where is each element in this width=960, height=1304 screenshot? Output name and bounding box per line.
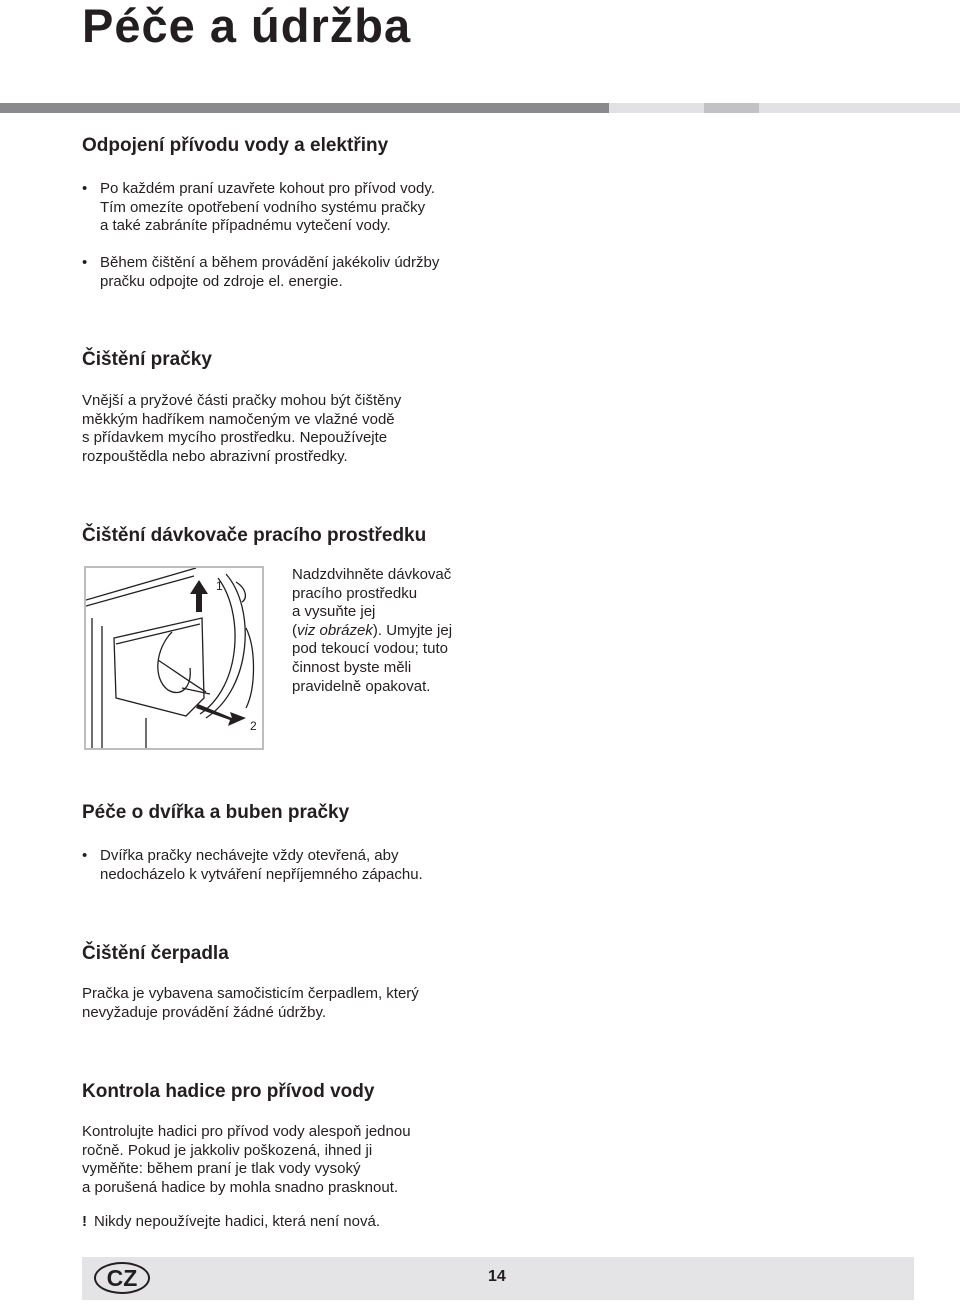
section-heading-disconnect: Odpojení přívodu vody a elektřiny [82,135,389,156]
bullet-line: nedocházelo k vytváření nepříjemného zápachu. [100,865,423,883]
section-heading-cleaning: Čištění pračky [82,349,212,370]
pump-paragraph [82,985,419,1022]
page-title: Péče a údržba [82,0,412,52]
header-rule-segment [704,103,759,113]
header-rule [0,103,609,113]
section-heading-door: Péče o dvířka a buben pračky [82,802,350,823]
section-heading-hose: Kontrola hadice pro přívod vody [82,1081,375,1102]
warning-note [82,1213,380,1230]
paragraph-line: rozpouštědla nebo abrazivní prostředky. [82,448,348,466]
paragraph-line: nevyžaduje provádění žádné údržby. [82,1003,327,1021]
paragraph-line: pracího prostředku [292,584,418,602]
bullet-line: Tím omezíte opotřebení vodního systému pračky [100,198,426,216]
paragraph-line: pravidelně opakovat. [292,677,431,695]
section-heading-pump: Čištění čerpadla [82,943,229,964]
paragraph-line: (viz obrázek). Umyjte jej [292,621,453,639]
paragraph-line: Pračka je vybavena samočisticím čerpadlem, který [82,985,419,1002]
page-footer [82,1257,914,1300]
arrow-right-icon [196,704,246,726]
hose-paragraph [82,1123,411,1198]
paragraph-line: Nadzdvihněte dávkovač [292,566,452,583]
paragraph-line: Vnější a pryžové části pračky mohou být čištěny [82,392,402,409]
paragraph-line: s přídavkem mycího prostředku. Nepoužívejte [82,429,388,447]
arrow-up-icon [190,580,208,612]
bullet-line: Dvířka pračky nechávejte vždy otevřená, aby [100,847,399,864]
warning-text: Nikdy nepoužívejte hadici, která není nová. [94,1213,381,1230]
dispenser-drawing [86,568,262,748]
bullet-line: Během čištění a během provádění jakékoliv údržby [100,254,440,271]
country-badge: CZ [94,1262,150,1294]
dispenser-instructions [292,566,492,696]
bullet-line: pračku odpojte od zdroje el. energie. [100,272,343,290]
paragraph-line: ročně. Pokud je jakkoliv poškozená, ihned ji [82,1141,373,1159]
bullet-line: Po každém praní uzavřete kohout pro přívod vody. [100,180,435,197]
header-rule-segment [759,103,960,113]
bullet-line: a také zabráníte případnému vytečení vody. [100,217,391,235]
paragraph-line: činnost byste měli [292,658,412,676]
paragraph-line: vyměňte: během praní je tlak vody vysoký [82,1160,361,1178]
bullet-dot: • [82,180,88,197]
header-rule-segment [609,103,704,113]
warning-icon: ! [82,1213,87,1230]
page-number: 14 [488,1268,506,1285]
figure-reference: viz obrázek [297,621,373,639]
section-heading-dispenser: Čištění dávkovače pracího prostředku [82,525,427,546]
paragraph-fragment: ). Umyjte jej [372,621,453,639]
cleaning-paragraph [82,392,401,467]
paragraph-line: a porušená hadice by mohla snadno prasknout. [82,1179,399,1197]
figure-label-1: 1 [216,579,223,593]
bullet-dot: • [82,254,88,271]
dispenser-illustration [84,566,264,750]
paragraph-line: Kontrolujte hadici pro přívod vody alespoň jednou [82,1123,411,1140]
paragraph-line: pod tekoucí vodou; tuto [292,640,448,658]
paragraph-line: měkkým hadříkem namočeným ve vlažné vodě [82,410,395,428]
bullet-dot: • [82,847,88,864]
figure-label-2: 2 [250,719,257,733]
paragraph-line: a vysuňte jej [292,603,376,621]
